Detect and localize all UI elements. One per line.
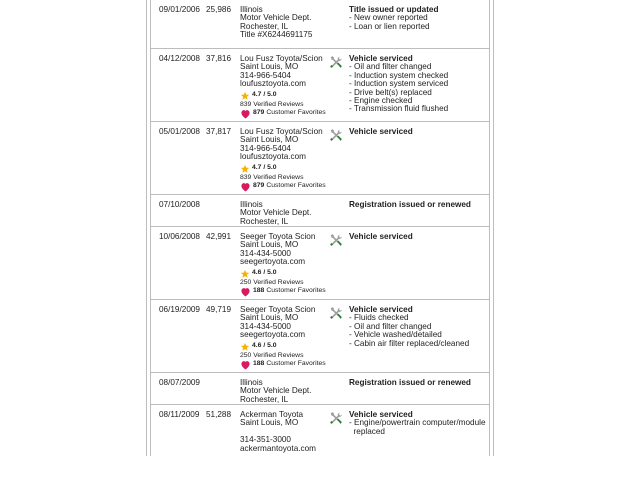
source-line: Rochester, IL [240, 216, 289, 226]
record-details [349, 411, 489, 436]
record-details [349, 379, 489, 387]
favorites-count: 188 [253, 360, 265, 368]
record-date: 05/01/2008 [159, 127, 200, 136]
record-mileage: 25,986 [206, 5, 232, 14]
record-mileage: 49,719 [206, 305, 232, 314]
dealer-rating [240, 91, 332, 101]
history-record-row [151, 299, 489, 372]
source-line: 314-351-3000 [240, 435, 291, 445]
rating-value: 4.7 / 5.0 [252, 164, 277, 172]
source-line: 314-966-5404 [240, 70, 291, 80]
details-title: Registration issued or renewed [349, 378, 471, 387]
vehicle-history-table [146, 0, 494, 456]
record-date: 08/11/2009 [159, 410, 200, 419]
record-details [349, 6, 489, 31]
source-line: Saint Louis, MO [240, 62, 299, 72]
record-source [240, 128, 332, 192]
favorites-count: 879 [253, 109, 265, 117]
detail-line: replaced [349, 426, 385, 436]
verified-reviews[interactable]: 250 Verified Reviews [240, 278, 304, 286]
verified-reviews[interactable]: 839 Verified Reviews [240, 173, 304, 181]
record-details [349, 306, 489, 348]
favorites-label: Customer Favorites [266, 109, 326, 117]
source-line: Saint Louis, MO [240, 240, 299, 250]
record-source [240, 55, 332, 119]
source-line: Motor Vehicle Dept. [240, 386, 312, 396]
detail-line: - Engine/powertrain computer/module [349, 418, 486, 428]
record-mileage: 51,288 [206, 410, 232, 419]
source-line: Title #X6244691175 [240, 30, 313, 40]
star-icon [240, 91, 250, 101]
customer-favorites [240, 287, 332, 297]
source-line: Motor Vehicle Dept. [240, 13, 312, 23]
service-tools-icon [329, 128, 343, 142]
service-tools-icon [329, 233, 343, 247]
source-line: Seeger Toyota Scion [240, 232, 316, 241]
record-details [349, 233, 489, 241]
dealer-rating [240, 269, 332, 279]
detail-line: - Induction system serviced [349, 79, 449, 89]
source-line: loufusztoyota.com [240, 79, 306, 89]
detail-line: - Loan or lien reported [349, 21, 430, 31]
service-tools-icon [329, 55, 343, 69]
star-icon [240, 342, 250, 352]
source-line: Motor Vehicle Dept. [240, 208, 312, 218]
customer-favorites [240, 109, 332, 119]
details-title: Title issued or updated [349, 5, 439, 14]
source-line: Seeger Toyota Scion [240, 305, 316, 314]
record-details [349, 201, 489, 209]
source-line: seegertoyota.com [240, 330, 306, 340]
detail-line: - Oil and filter changed [349, 62, 432, 72]
verified-reviews[interactable]: 250 Verified Reviews [240, 351, 304, 359]
record-source [240, 411, 332, 453]
source-line: 314-434-5000 [240, 321, 291, 331]
heart-icon [240, 182, 251, 192]
record-mileage: 37,816 [206, 54, 232, 63]
service-tools-icon [329, 411, 343, 425]
source-line: Illinois [240, 200, 263, 209]
history-record-row [151, 372, 489, 404]
star-icon [240, 164, 250, 174]
customer-favorites [240, 360, 332, 370]
history-records [151, 0, 489, 456]
favorites-count: 188 [253, 287, 265, 295]
detail-line: - Transmission fluid flushed [349, 104, 449, 114]
history-record-row [151, 48, 489, 121]
record-source [240, 306, 332, 370]
detail-line: - New owner reported [349, 13, 428, 23]
source-line: Saint Louis, MO [240, 313, 299, 323]
details-title: Vehicle serviced [349, 54, 413, 63]
rating-value: 4.6 / 5.0 [252, 269, 277, 277]
source-line: 314-434-5000 [240, 248, 291, 258]
favorites-label: Customer Favorites [266, 287, 326, 295]
source-line: Ackerman Toyota [240, 410, 304, 419]
record-source [240, 6, 332, 40]
record-mileage: 37,817 [206, 127, 232, 136]
history-record-row [151, 0, 489, 48]
detail-line: - Vehicle washed/detailed [349, 330, 442, 340]
source-line: ackermantoyota.com [240, 443, 316, 453]
details-title: Vehicle serviced [349, 127, 413, 136]
history-record-row [151, 121, 489, 194]
source-line: 314-966-5404 [240, 143, 291, 153]
record-date: 06/19/2009 [159, 305, 200, 314]
detail-line: - Engine checked [349, 96, 413, 106]
details-title: Vehicle serviced [349, 410, 413, 419]
star-icon [240, 269, 250, 279]
history-record-row [151, 404, 489, 456]
record-date: 08/07/2009 [159, 378, 200, 387]
rating-value: 4.7 / 5.0 [252, 91, 277, 99]
record-source [240, 379, 332, 404]
source-line: Saint Louis, MO [240, 135, 299, 145]
record-date: 09/01/2006 [159, 5, 200, 14]
history-record-row [151, 226, 489, 299]
history-record-row [151, 194, 489, 226]
verified-reviews[interactable]: 839 Verified Reviews [240, 100, 304, 108]
record-date: 07/10/2008 [159, 200, 200, 209]
record-details [349, 128, 489, 136]
source-line: Saint Louis, MO [240, 418, 299, 428]
source-line: Rochester, IL [240, 394, 289, 404]
record-date: 04/12/2008 [159, 54, 200, 63]
detail-line: - Drive belt(s) replaced [349, 87, 432, 97]
record-details [349, 55, 489, 114]
rating-value: 4.6 / 5.0 [252, 342, 277, 350]
record-mileage: 42,991 [206, 232, 232, 241]
record-date: 10/06/2008 [159, 232, 200, 241]
heart-icon [240, 109, 251, 119]
source-line: seegertoyota.com [240, 257, 306, 267]
service-tools-icon [329, 306, 343, 320]
source-line: loufusztoyota.com [240, 152, 306, 162]
favorites-label: Customer Favorites [266, 360, 326, 368]
record-source [240, 201, 332, 226]
detail-line: - Fluids checked [349, 313, 409, 323]
details-title: Vehicle serviced [349, 232, 413, 241]
source-line: Illinois [240, 378, 263, 387]
dealer-rating [240, 342, 332, 352]
heart-icon [240, 360, 251, 370]
details-title: Registration issued or renewed [349, 200, 471, 209]
detail-line: - Induction system checked [349, 70, 449, 80]
record-source [240, 233, 332, 297]
dealer-rating [240, 164, 332, 174]
detail-line: - Oil and filter changed [349, 321, 432, 331]
customer-favorites [240, 182, 332, 192]
detail-line: - Cabin air filter replaced/cleaned [349, 338, 470, 348]
details-title: Vehicle serviced [349, 305, 413, 314]
source-line: Illinois [240, 5, 263, 14]
source-line: Lou Fusz Toyota/Scion [240, 127, 323, 136]
source-line: Lou Fusz Toyota/Scion [240, 54, 323, 63]
favorites-label: Customer Favorites [266, 182, 326, 190]
favorites-count: 879 [253, 182, 265, 190]
heart-icon [240, 287, 251, 297]
source-line: Rochester, IL [240, 21, 289, 31]
